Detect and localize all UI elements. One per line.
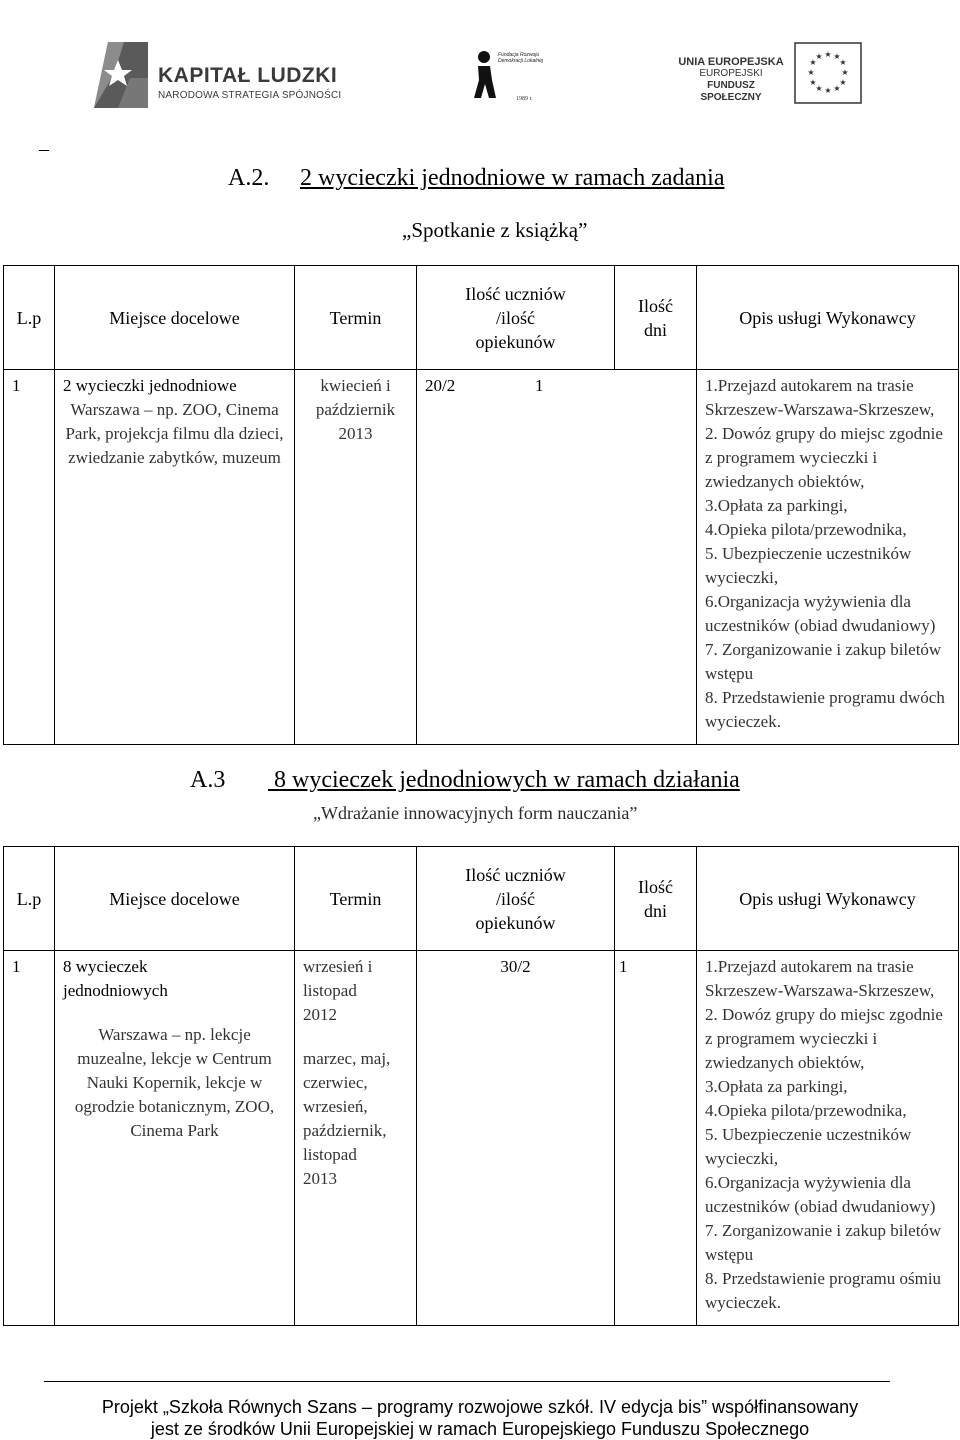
- opis-item: 1.Przejazd autokarem na trasie Skrzeszew-Warszawa-Skrzeszew,: [705, 376, 935, 419]
- section-number: A.2.: [228, 165, 270, 191]
- opis-item: 5. Ubezpieczenie uczestników wycieczki,: [705, 1125, 912, 1168]
- cell-lp: [4, 951, 55, 1326]
- svg-text:★: ★: [809, 58, 817, 67]
- termin-line3: 2013: [338, 424, 373, 443]
- opis-item: 1.Przejazd autokarem na trasie Skrzeszew-Warszawa-Skrzeszew,: [705, 957, 935, 1000]
- col-lp: L.p: [4, 847, 55, 951]
- termin-b-line4: październik,: [303, 1121, 387, 1140]
- opis-item: 4.Opieka pilota/przewodnika,: [705, 1101, 907, 1120]
- col-ilosc-line2: /ilość: [496, 307, 535, 328]
- opis-item: 8. Przedstawienie programu ośmiu wycieczek.: [705, 1269, 942, 1312]
- fund-year: 1989 r.: [516, 96, 533, 102]
- termin-b-line6: 2013: [303, 1169, 337, 1188]
- opis-item: 4.Opieka pilota/przewodnika,: [705, 520, 907, 539]
- section-title: 2 wycieczki jednodniowe w ramach zadania: [300, 165, 725, 191]
- section-a3-table: [3, 846, 959, 1326]
- dni-value: 1: [535, 376, 544, 395]
- col-termin: Termin: [295, 847, 417, 951]
- col-lp: L.p: [4, 266, 55, 370]
- cell-dni: [615, 951, 697, 1326]
- col-opis: Opis usługi Wykonawcy: [697, 847, 959, 951]
- col-ilosc-line2: /ilość: [496, 888, 535, 909]
- cell-ilosc-dni: [417, 370, 697, 745]
- miejsce-body: Warszawa – np. lekcje muzealne, lekcje w Centrum Nauki Kopernik, lekcje w ogrodzie botanicznym, ZOO, Cinema Park: [74, 1025, 275, 1140]
- cell-lp-value: 1: [12, 376, 21, 395]
- eu-logo: [676, 42, 866, 104]
- table-header-row: [4, 847, 959, 951]
- svg-text:★: ★: [815, 84, 823, 93]
- fund-name: [498, 52, 543, 64]
- opis-item: 6.Organizacja wyżywienia dla uczestników (obiad dwudaniowy) 7. Zorganizowanie i zakup biletów wstępu: [705, 1173, 942, 1264]
- svg-text:★: ★: [839, 78, 847, 87]
- svg-text:★: ★: [833, 84, 841, 93]
- termin-b-line2: czerwiec,: [303, 1073, 368, 1092]
- svg-text:★: ★: [841, 68, 849, 77]
- col-ilosc-line1: Ilość uczniów: [465, 864, 566, 885]
- miejsce-body: Warszawa – np. ZOO, Cinema Park, projekcja filmu dla dzieci, zwiedzanie zabytków, muzeum: [65, 400, 284, 467]
- fundacja-logo: [472, 46, 552, 110]
- col-dni-line1: Ilość: [638, 876, 673, 897]
- miejsce-title: 8 wycieczek jednodniowych: [63, 957, 168, 1000]
- svg-text:★: ★: [833, 52, 841, 61]
- cell-miejsce: [55, 370, 295, 745]
- table-header-row: [4, 266, 959, 370]
- eu-line2: EUROPEJSKI: [699, 68, 763, 79]
- dni-value: 1: [619, 957, 628, 976]
- termin-line2: październik: [315, 400, 396, 419]
- opis-item: 5. Ubezpieczenie uczestników wycieczki,: [705, 544, 912, 587]
- section-title: 8 wycieczek jednodniowych w ramach działania: [268, 767, 740, 793]
- cell-lp-value: 1: [12, 957, 21, 976]
- eu-text: [676, 56, 786, 104]
- termin-a-line3: 2012: [303, 1005, 337, 1024]
- table-row: [4, 951, 959, 1326]
- logo-subtitle: NARODOWA STRATEGIA SPÓJNOŚCI: [158, 90, 342, 101]
- table-row: [4, 370, 959, 745]
- col-ilosc-line3: opiekunów: [475, 331, 556, 352]
- kapital-ludzki-emblem-icon: [88, 38, 150, 110]
- cell-opis: [697, 370, 959, 745]
- svg-text:★: ★: [824, 50, 832, 59]
- miejsce-title: 2 wycieczki jednodniowe: [63, 376, 237, 395]
- cell-termin: [295, 951, 417, 1326]
- cell-lp: [4, 370, 55, 745]
- section-number: A.3: [190, 767, 226, 793]
- eu-line1: UNIA EUROPEJSKA: [678, 56, 784, 68]
- col-dni-line1: Ilość: [638, 295, 673, 316]
- termin-line1: kwiecień i: [320, 376, 391, 395]
- kapital-ludzki-logo: [88, 38, 342, 110]
- col-ilosc-line1: Ilość uczniów: [465, 283, 566, 304]
- col-ilosc-dni: [615, 266, 697, 370]
- footer-divider: [44, 1381, 890, 1382]
- svg-text:★: ★: [824, 86, 832, 95]
- termin-b-line5: listopad: [303, 1145, 357, 1164]
- termin-b-line1: marzec, maj,: [303, 1049, 391, 1068]
- section-a2-subtitle: „Spotkanie z książką”: [402, 218, 588, 242]
- logo-title: KAPITAŁ LUDZKI: [158, 64, 338, 87]
- eu-line3: FUNDUSZ SPOŁECZNY: [700, 80, 762, 103]
- col-ilosc-dni: [615, 847, 697, 951]
- col-termin: Termin: [295, 266, 417, 370]
- eu-flag-icon: [794, 42, 862, 104]
- opis-item: 3.Opłata za parkingi,: [705, 1077, 848, 1096]
- col-ilosc-uczniow: [417, 266, 615, 370]
- col-dni-line2: dni: [643, 319, 667, 340]
- cell-termin: [295, 370, 417, 745]
- col-ilosc-line3: opiekunów: [475, 912, 556, 933]
- opis-item: 2. Dowóz grupy do miejsc zgodnie z programem wycieczki i zwiedzanych obiektów,: [705, 1005, 943, 1072]
- section-a2-table: [3, 265, 959, 745]
- col-dni-line2: dni: [643, 900, 667, 921]
- opis-item: 3.Opłata za parkingi,: [705, 496, 848, 515]
- dash-mark: [39, 150, 49, 151]
- ilosc-value: 30/2: [500, 957, 531, 976]
- footer: [0, 1396, 960, 1440]
- ilosc-value: 20/2: [425, 376, 456, 395]
- svg-text:★: ★: [839, 58, 847, 67]
- header-logos: [0, 0, 960, 130]
- col-opis: Opis usługi Wykonawcy: [697, 266, 959, 370]
- cell-miejsce: [55, 951, 295, 1326]
- footer-line1: Projekt „Szkoła Równych Szans – programy rozwojowe szkół. IV edycja bis” współfinansowany: [101, 1397, 859, 1417]
- cell-opis: [697, 951, 959, 1326]
- col-miejsce: Miejsce docelowe: [55, 847, 295, 951]
- opis-item: 6.Organizacja wyżywienia dla uczestników (obiad dwudaniowy) 7. Zorganizowanie i zakup biletów wstępu: [705, 592, 942, 683]
- fund-name-line1: Fundacja Rozwoju: [498, 52, 540, 58]
- opis-item: 2. Dowóz grupy do miejsc zgodnie z programem wycieczki i zwiedzanych obiektów,: [705, 424, 943, 491]
- svg-text:★: ★: [807, 68, 815, 77]
- footer-line2: jest ze środków Unii Europejskiej w ramach Europejskiego Funduszu Społecznego: [150, 1419, 810, 1439]
- termin-b-line3: wrzesień,: [303, 1097, 368, 1116]
- fund-name-line2: Demokracji Lokalnej: [498, 58, 544, 64]
- svg-text:★: ★: [809, 78, 817, 87]
- col-ilosc-uczniow: [417, 847, 615, 951]
- termin-a-line2: listopad: [303, 981, 357, 1000]
- col-miejsce: Miejsce docelowe: [55, 266, 295, 370]
- section-a3-subtitle: „Wdrażanie innowacyjnych form nauczania”: [313, 803, 638, 823]
- termin-a-line1: wrzesień i: [303, 957, 373, 976]
- opis-item: 8. Przedstawienie programu dwóch wycieczek.: [705, 688, 945, 731]
- cell-ilosc: [417, 951, 615, 1326]
- running-figure-icon: [472, 50, 498, 100]
- svg-text:★: ★: [815, 52, 823, 61]
